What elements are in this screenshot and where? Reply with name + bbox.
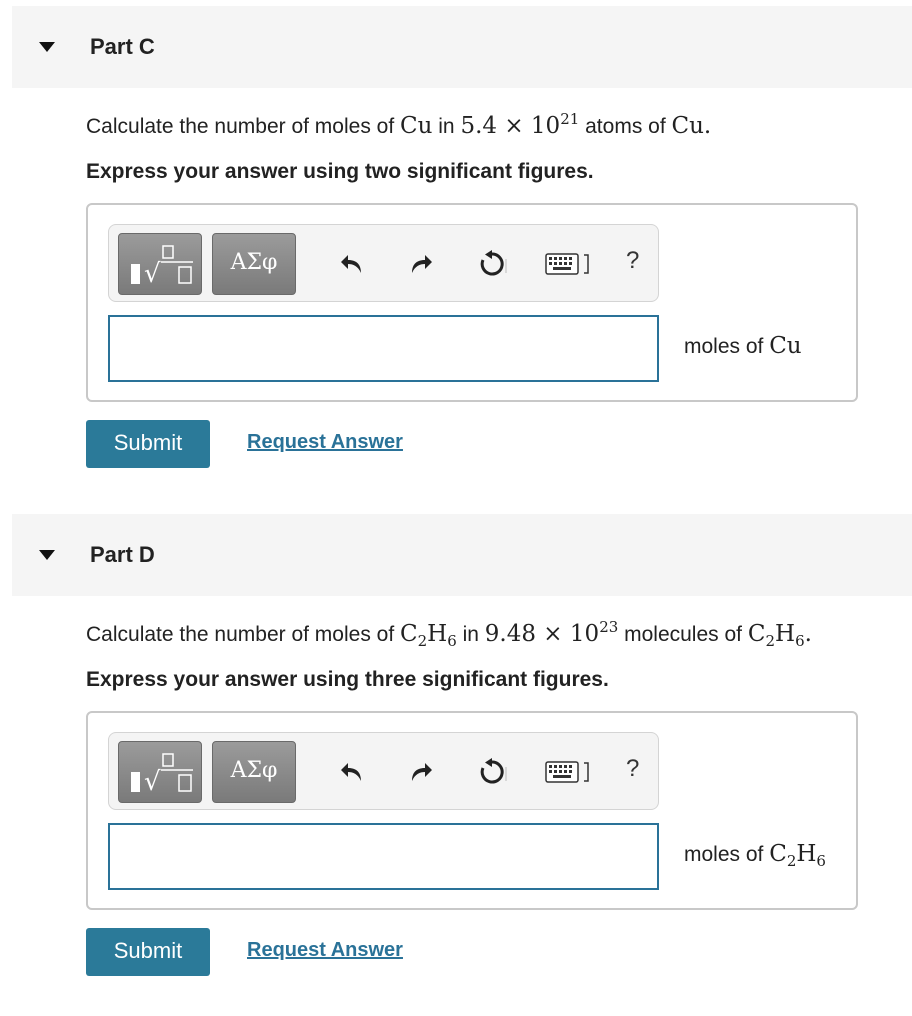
collapse-caret-icon[interactable] <box>39 42 55 52</box>
submit-button[interactable]: Submit <box>86 928 210 976</box>
keyboard-icon[interactable] <box>545 251 597 277</box>
unit-text: moles of <box>684 843 770 866</box>
collapse-caret-icon[interactable] <box>39 550 55 560</box>
question-mid: in <box>456 623 485 646</box>
coefficient: 5.4 <box>460 113 498 139</box>
base: 10 <box>530 113 561 139</box>
math-toolbar <box>108 732 659 810</box>
unit-text: moles of <box>684 335 770 358</box>
formula-subscript: 2 <box>786 852 797 870</box>
unit-formula <box>769 841 826 870</box>
period: . <box>703 113 712 139</box>
coefficient: 9.48 <box>484 621 536 647</box>
undo-icon[interactable] <box>339 759 365 785</box>
help-icon[interactable]: ? <box>626 247 640 274</box>
exponent: 21 <box>560 110 580 128</box>
formula-c2h6 <box>747 621 805 650</box>
exponent: 23 <box>599 618 619 636</box>
reset-icon[interactable] <box>477 249 507 279</box>
formula-element: H <box>427 621 448 647</box>
answer-input[interactable] <box>108 315 659 382</box>
symbols-icon: ΑΣφ <box>230 758 278 783</box>
math-toolbar <box>108 224 659 302</box>
question-prefix: Calculate the number of moles of <box>86 115 400 138</box>
formula-element: H <box>796 841 817 867</box>
times-sign: × <box>497 113 531 139</box>
formula-subscript: 6 <box>795 632 805 650</box>
part-d-header[interactable] <box>12 514 912 596</box>
unit-label <box>684 841 826 870</box>
times-sign: × <box>536 621 570 647</box>
formula-subscript: 6 <box>447 632 457 650</box>
svg-text:√: √ <box>144 767 161 797</box>
base: 10 <box>569 621 600 647</box>
formula-cu: Cu <box>671 113 704 139</box>
submit-button[interactable]: Submit <box>86 420 210 468</box>
scientific-number <box>484 618 619 647</box>
part-title: Part C <box>90 34 155 59</box>
question-prefix: Calculate the number of moles of <box>86 623 400 646</box>
answer-input[interactable] <box>108 823 659 890</box>
formula-element: C <box>400 621 418 647</box>
formula-element: H <box>775 621 796 647</box>
question-text <box>86 618 812 650</box>
symbols-button[interactable] <box>212 233 296 295</box>
question-text <box>86 110 711 139</box>
instruction-text: Express your answer using two significant figures. <box>86 160 594 183</box>
svg-text:√: √ <box>144 259 161 289</box>
templates-button[interactable] <box>118 741 202 803</box>
part-title: Part D <box>90 542 155 567</box>
formula-element: C <box>747 621 766 647</box>
symbols-button[interactable] <box>212 741 296 803</box>
unit-formula: Cu <box>769 333 802 359</box>
keyboard-icon[interactable] <box>545 759 597 785</box>
request-answer-link[interactable]: Request Answer <box>247 939 403 961</box>
request-answer-link[interactable]: Request Answer <box>247 431 403 453</box>
answer-box <box>86 711 858 910</box>
formula-subscript: 2 <box>765 632 775 650</box>
redo-icon[interactable] <box>408 759 434 785</box>
reset-icon[interactable] <box>477 757 507 787</box>
undo-icon[interactable] <box>339 251 365 277</box>
question-suffix: molecules of <box>618 623 748 646</box>
templates-icon <box>119 742 203 804</box>
unit-label <box>684 333 802 359</box>
formula-subscript: 2 <box>417 632 428 650</box>
formula-c2h6 <box>400 621 457 650</box>
question-mid: in <box>432 115 461 138</box>
part-c-header[interactable] <box>12 6 912 88</box>
templates-button[interactable] <box>118 233 202 295</box>
symbols-icon: ΑΣφ <box>230 250 278 275</box>
answer-box <box>86 203 858 402</box>
formula-element: C <box>769 841 787 867</box>
scientific-number <box>460 110 580 139</box>
help-icon[interactable]: ? <box>626 755 640 782</box>
formula-subscript: 6 <box>816 852 826 870</box>
formula-cu: Cu <box>400 113 433 139</box>
redo-icon[interactable] <box>408 251 434 277</box>
instruction-text: Express your answer using three significant figures. <box>86 668 609 691</box>
templates-icon <box>119 234 203 296</box>
period: . <box>804 621 812 647</box>
question-suffix: atoms of <box>579 115 672 138</box>
